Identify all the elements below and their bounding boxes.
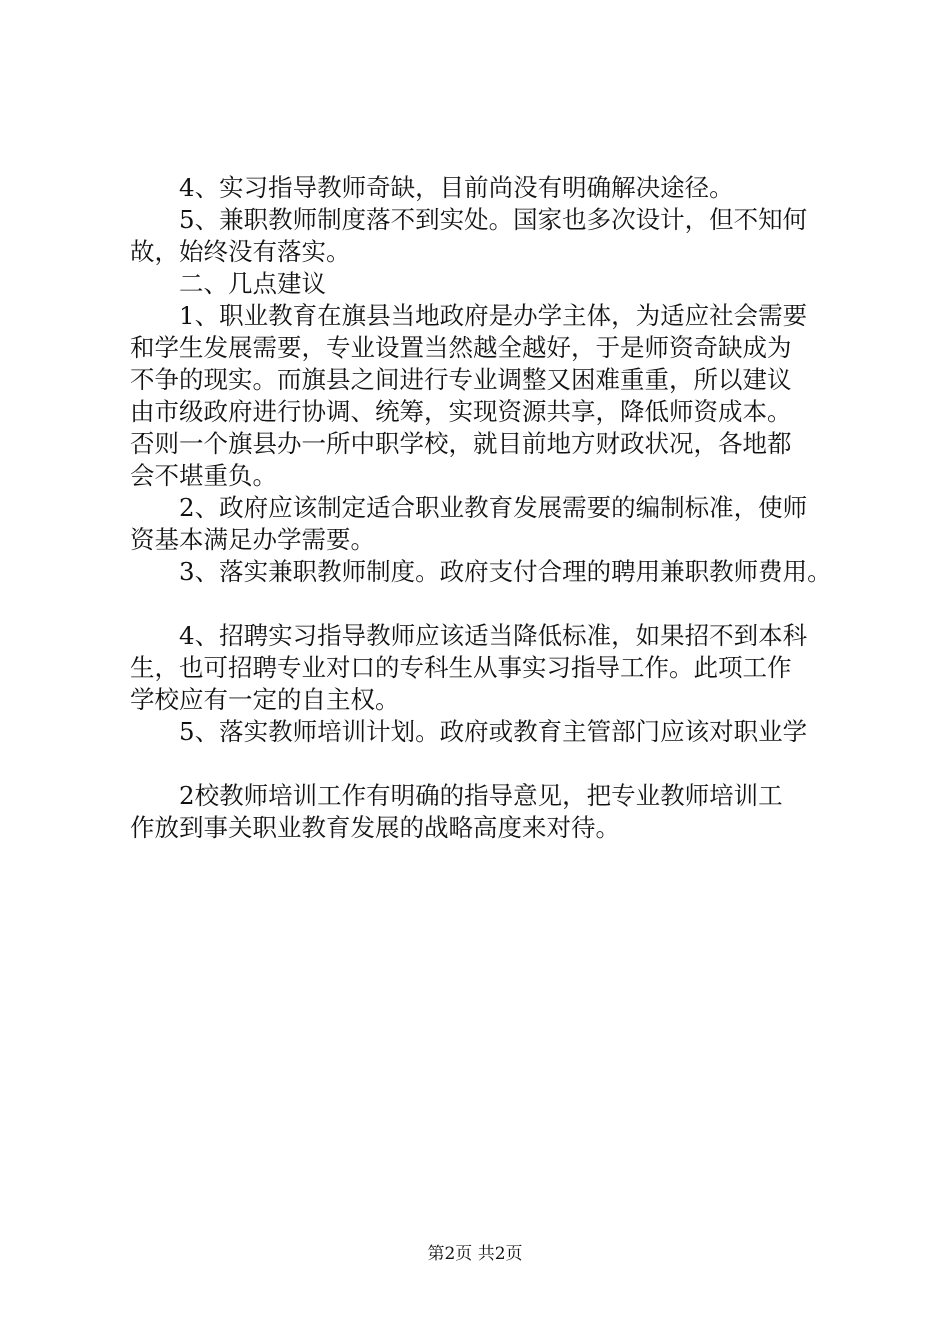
blank-line (130, 588, 835, 620)
paragraph-line: 故，始终没有落实。 (130, 237, 351, 266)
paragraph-line: 作放到事关职业教育发展的战略高度来对待。 (130, 813, 620, 842)
paragraph-line: 会不堪重负。 (130, 461, 277, 490)
paragraph-line: 5、落实教师培训计划。政府或教育主管部门应该对职业学 (179, 717, 808, 746)
paragraph-line: 1、职业教育在旗县当地政府是办学主体，为适应社会需要 (179, 301, 808, 330)
paragraph-line: 5、兼职教师制度落不到实处。国家也多次设计，但不知何 (179, 205, 808, 234)
paragraph-line: 4、招聘实习指导教师应该适当降低标准，如果招不到本科 (179, 621, 808, 650)
section-heading: 二、几点建议 (179, 269, 326, 298)
blank-line (130, 748, 835, 780)
paragraph-line: 资基本满足办学需要。 (130, 525, 375, 554)
paragraph-line: 不争的现实。而旗县之间进行专业调整又困难重重，所以建议 (130, 365, 792, 394)
paragraph-line: 学校应有一定的自主权。 (130, 685, 400, 714)
paragraph-line: 4、实习指导教师奇缺，目前尚没有明确解决途径。 (179, 173, 734, 202)
document-body (130, 172, 835, 844)
paragraph-line: 2、政府应该制定适合职业教育发展需要的编制标准，使师 (179, 493, 808, 522)
paragraph-line: 3、落实兼职教师制度。政府支付合理的聘用兼职教师费用。 (179, 557, 832, 586)
page-number-footer: 第2页 共2页 (427, 1244, 523, 1264)
paragraph-line: 生，也可招聘专业对口的专科生从事实习指导工作。此项工作 (130, 653, 792, 682)
paragraph-line: 由市级政府进行协调、统筹，实现资源共享，降低师资成本。 (130, 397, 792, 426)
paragraph-line: 和学生发展需要，专业设置当然越全越好，于是师资奇缺成为 (130, 333, 792, 362)
paragraph-line: 否则一个旗县办一所中职学校，就目前地方财政状况，各地都 (130, 429, 792, 458)
paragraph-line: 2校教师培训工作有明确的指导意见，把专业教师培训工 (179, 781, 783, 810)
